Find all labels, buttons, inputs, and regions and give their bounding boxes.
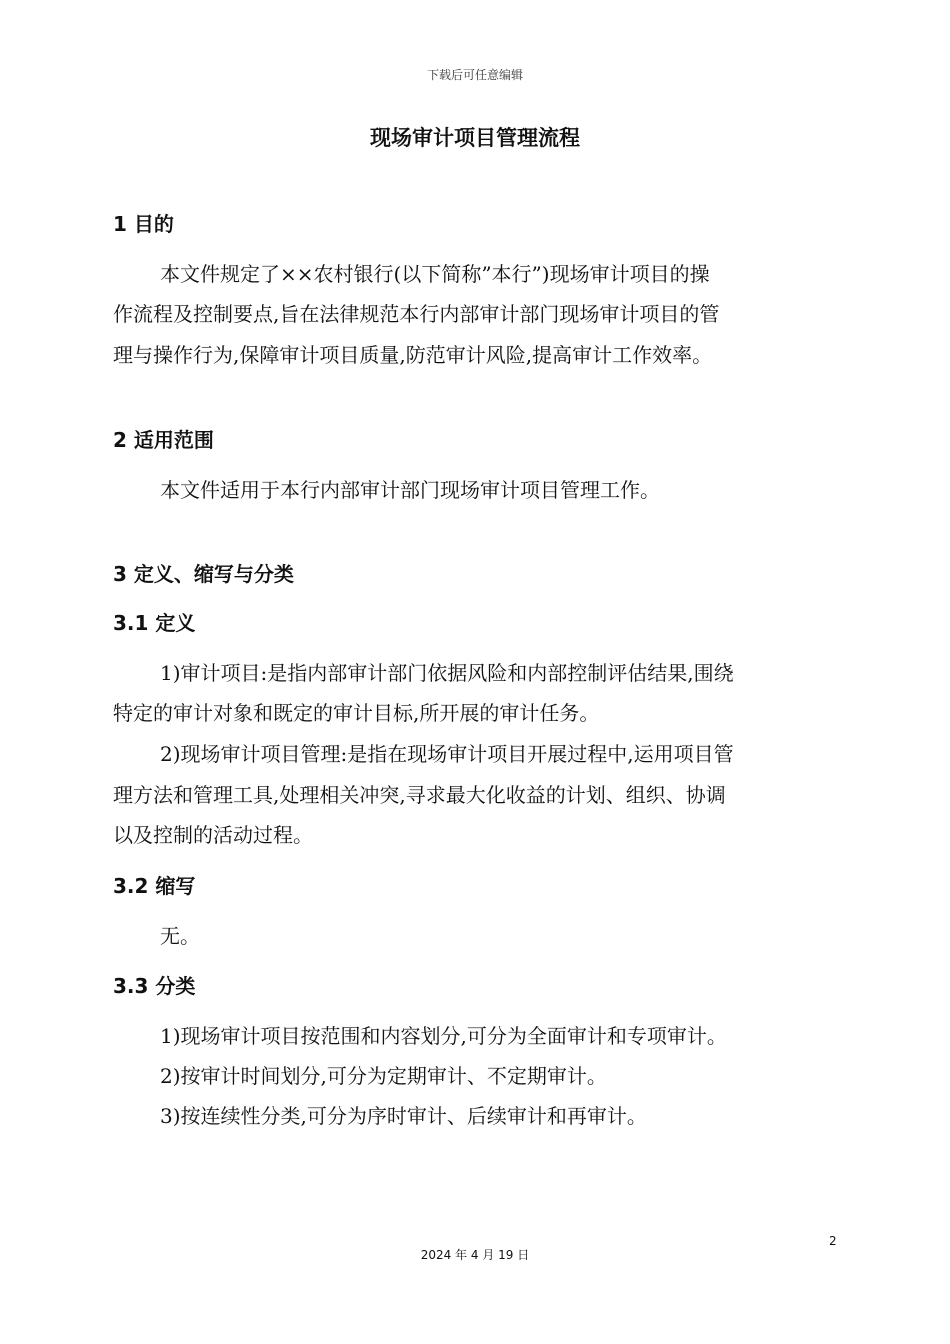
footer-date: 2024 年 4 月 19 日 xyxy=(420,1248,530,1262)
section-2-heading: 2 适用范围 xyxy=(113,428,214,452)
definition-2-line-2: 理方法和管理工具,处理相关冲突,寻求最大化收益的计划、组织、协调 xyxy=(113,783,726,807)
definition-2-line-3: 以及控制的活动过程。 xyxy=(113,823,313,847)
section-2-text: 本文件适用于本行内部审计部门现场审计项目管理工作。 xyxy=(160,478,660,502)
header-note: 下载后可任意编辑 xyxy=(426,68,523,82)
classification-item-1: 1)现场审计项目按范围和内容划分,可分为全面审计和专项审计。 xyxy=(160,1024,727,1048)
section-1-line-1: 本文件规定了××农村银行(以下简称”本行”)现场审计项目的操 xyxy=(160,262,710,286)
section-3-heading: 3 定义、缩写与分类 xyxy=(113,562,294,586)
section-3-1-heading: 3.1 定义 xyxy=(113,611,196,635)
definition-2-line-1: 2)现场审计项目管理:是指在现场审计项目开展过程中,运用项目管 xyxy=(160,742,734,766)
section-1-line-3: 理与操作行为,保障审计项目质量,防范审计风险,提高审计工作效率。 xyxy=(113,343,713,367)
page-number: 2 xyxy=(829,1234,837,1248)
section-1-heading: 1 目的 xyxy=(113,212,174,236)
classification-item-2: 2)按审计时间划分,可分为定期审计、不定期审计。 xyxy=(160,1064,607,1088)
abbreviation-text: 无。 xyxy=(160,924,200,948)
section-1-line-2: 作流程及控制要点,旨在法律规范本行内部审计部门现场审计项目的管 xyxy=(113,302,720,326)
section-3-2-heading: 3.2 缩写 xyxy=(113,874,196,898)
definition-1-line-1: 1)审计项目:是指内部审计部门依据风险和内部控制评估结果,围绕 xyxy=(160,661,734,685)
definition-1-line-2: 特定的审计对象和既定的审计目标,所开展的审计任务。 xyxy=(113,701,600,725)
classification-item-3: 3)按连续性分类,可分为序时审计、后续审计和再审计。 xyxy=(160,1104,647,1128)
document-title: 现场审计项目管理流程 xyxy=(370,126,580,150)
section-3-3-heading: 3.3 分类 xyxy=(113,974,196,998)
